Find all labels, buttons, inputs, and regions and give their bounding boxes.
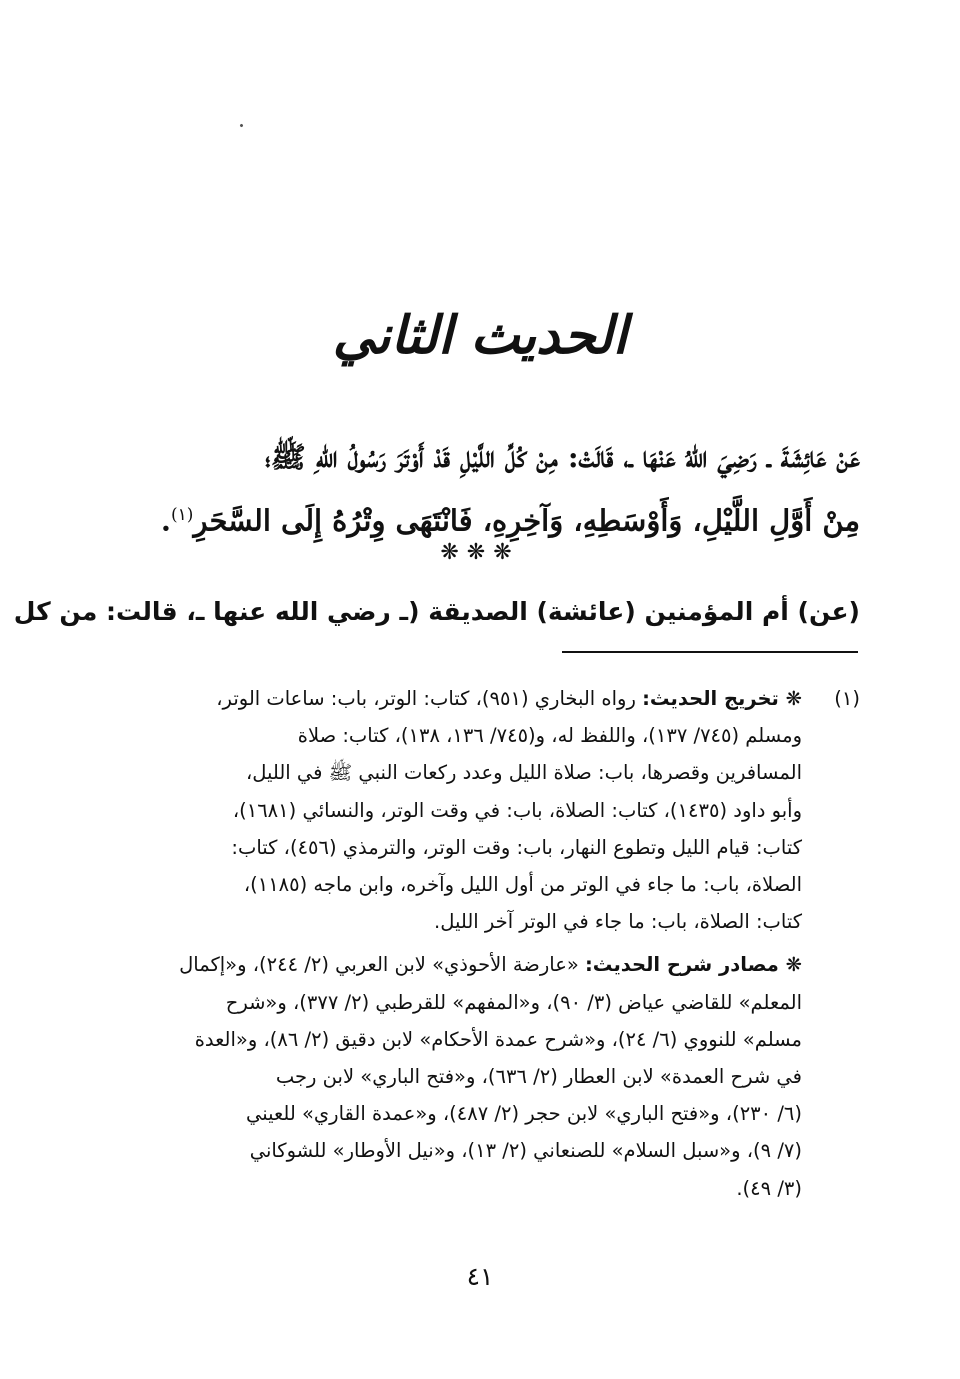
takhrij-line: ومسلم (٧٤٥/ ١٣٧)، واللفظ له، و(٧٤٥/ ١٣٦، ١٣٨)، كتاب: صلاة xyxy=(297,724,802,748)
sources-text: «عارضة الأحوذي» لابن العربي (٢/ ٢٤٤)، و«إكمال xyxy=(179,953,579,977)
footnote-1 xyxy=(130,680,860,940)
sources-line xyxy=(130,946,802,983)
sources-line: مسلم» للنووي (٦/ ٢٤)، و«شرح عمدة الأحكام» لابن دقيق (٢/ ٨٦)، و«العدة xyxy=(194,1027,802,1051)
takhrij-line xyxy=(130,680,802,717)
sources-line: في شرح العمدة» لابن العطار (٢/ ٦٣٦)، و«فتح الباري» لابن رجب xyxy=(275,1065,802,1089)
takhrij-line: المسافرين وقصرها، باب: صلاة الليل وعدد ركعات النبي ﷺ في الليل، xyxy=(245,761,802,785)
chapter-title: الحديث الثاني xyxy=(332,305,628,366)
sources-label: ❋ مصادر شرح الحديث: xyxy=(585,953,802,977)
page-number: ٤١ xyxy=(466,1262,494,1291)
scan-speck xyxy=(239,123,243,127)
sources-line: المعلم» للقاضي عياض (٣/ ٩٠)، و«المفهم» للقرطبي (٢/ ٣٧٧)، و«شرح xyxy=(225,990,802,1014)
hadith-line-2-text: مِنْ أَوَّلِ اللَّيْلِ، وَأَوْسَطِهِ، وَآخِرِهِ، فَانْتَهَى وِتْرُهُ إِلَى السَّحَرِ xyxy=(193,503,860,538)
sources-block xyxy=(130,946,860,1206)
takhrij-text: رواه البخاري (٩٥١)، كتاب: الوتر، باب: ساعات الوتر، xyxy=(216,687,636,710)
section-separator: ❋❋❋ xyxy=(440,540,520,565)
sources-line: (٦/ ٢٣٠)، و«فتح الباري» لابن حجر (٢/ ٤٨٧)، و«عمدة القاري» للعيني xyxy=(245,1102,802,1126)
takhrij-line: كتاب: قيام الليل وتطوع النهار، باب: وقت الوتر، والترمذي (٤٥٦)، كتاب: xyxy=(231,835,802,859)
sources-line: (٣/ ٤٩). xyxy=(736,1176,802,1200)
sources-line: (٧/ ٩)، و«سبل السلام» للصنعاني (٢/ ١٣)، و«نيل الأوطار» للشوكاني xyxy=(249,1139,802,1163)
takhrij-label: ❋ تخريج الحديث: xyxy=(642,687,802,710)
commentary-text: (عن) أم المؤمنين (عائشة) الصديقة (ـ رضي الله عنها ـ، قالت: من كل xyxy=(13,597,860,626)
hadith-text xyxy=(130,428,860,550)
hadith-end-mark: . xyxy=(160,503,172,538)
footnote-divider xyxy=(562,651,858,653)
footnote-reference[interactable]: (١) xyxy=(171,505,194,525)
takhrij-line: وأبو داود (١٤٣٥)، كتاب: الصلاة، باب: في وقت الوتر، والنسائي (١٦٨١)، xyxy=(232,798,802,822)
takhrij-line: كتاب: الصلاة، باب: ما جاء في الوتر آخر الليل. xyxy=(434,910,802,934)
footnote-number: (١) xyxy=(834,687,860,710)
hadith-line-1: عَنْ عَائِشَةَ ـ رَضِيَ اللهُ عَنْهَا ـ، قَالَتْ: مِنْ كُلِّ اللَّيْلِ قَدْ أَوْتَرَ رَسُولُ اللهِ ﷺ؛ xyxy=(264,440,860,474)
takhrij-block xyxy=(130,680,802,940)
footnotes xyxy=(130,680,860,1207)
takhrij-line: الصلاة، باب: ما جاء في الوتر من أول الليل وآخره، وابن ماجه (١١٨٥)، xyxy=(243,873,802,897)
